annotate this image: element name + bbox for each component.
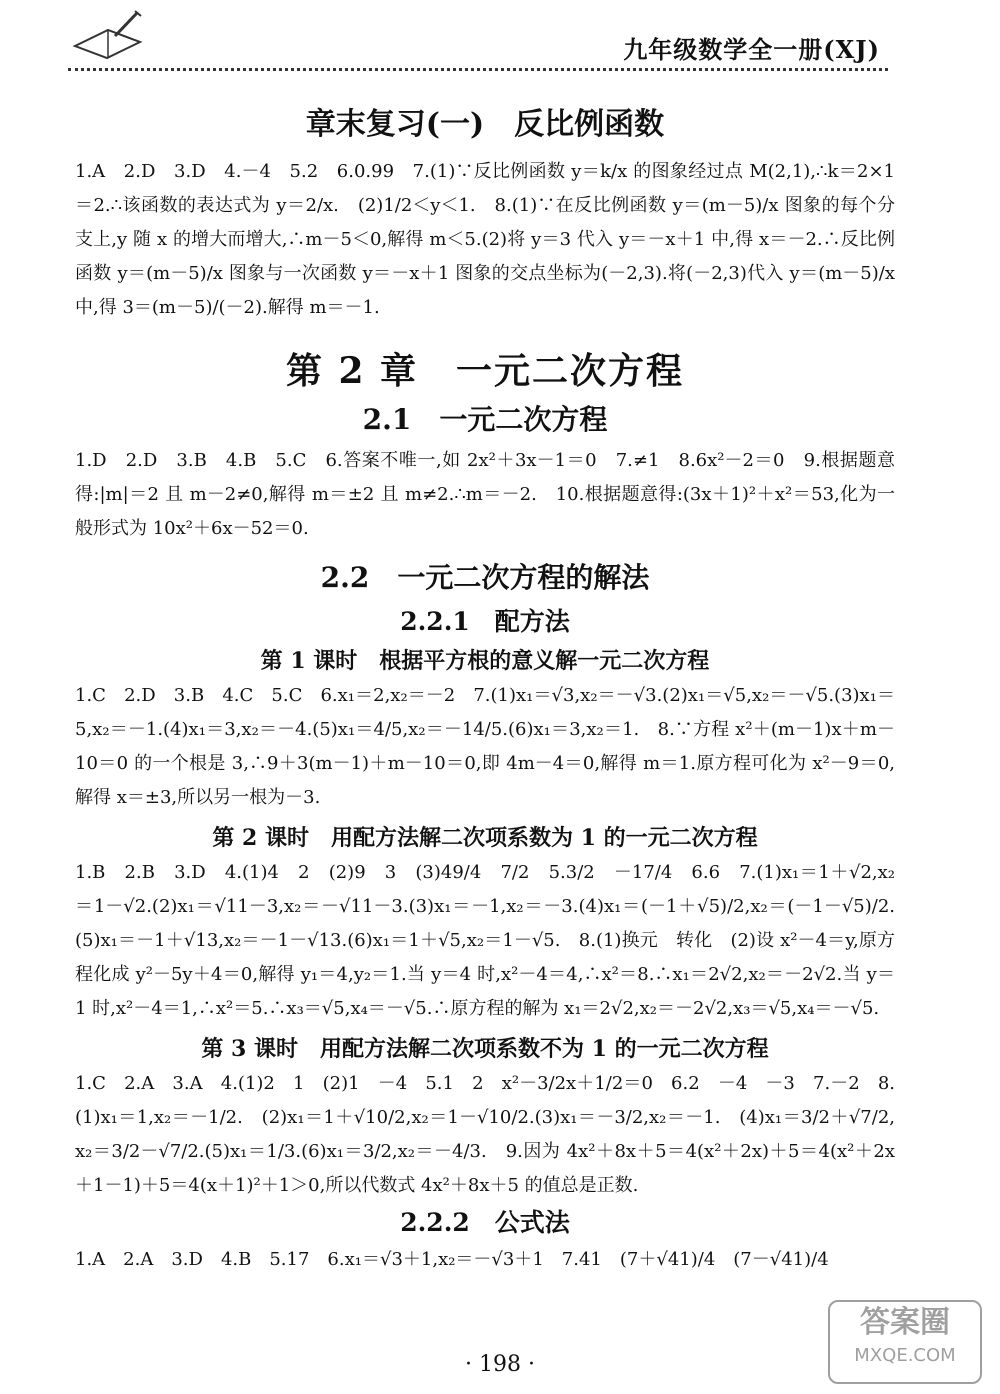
lesson-answers-1: 1.C 2.D 3.B 4.C 5.C 6.x₁＝2,x₂＝－2 7.(1)x₁＝√3,x₂＝－√3.(2)x₁＝√5,x₂＝－√5.(3)x₁＝5,x₂＝－1.(4)x₁＝3,x₂＝－4.(5)x₁＝4/5,x₂＝－14/5.(6)x₁＝3,x₂＝1. 8.∵方程 x²＋(m－1)x＋m－10＝0 的一个根是 3,∴9＋3(m－1)＋m－10＝0,即 4m－4＝0,解得 m＝1.原方程可化为 x²－9＝0,解得 x＝±3,所以另一根为－3. [75,685,895,808]
answer-content [75,95,895,1277]
review-answers: 1.A 2.D 3.D 4.－4 5.2 6.0.99 7.(1)∵反比例函数 y＝k/x 的图象经过点 M(2,1),∴k＝2×1＝2.∴该函数的表达式为 y＝2/x. (2)1/2＜y＜1. 8.(1)∵在反比例函数 y＝(m－5)/x 图象的每个分支上,y 随 x 的增大而增大,∴m－5＜0,解得 m＜5.(2)将 y＝3 代入 y＝－x＋1 中,得 x＝－2.∴反比例函数 y＝(m－5)/x 图象与一次函数 y＝－x＋1 图象的交点坐标为(－2,3).将(－2,3)代入 y＝(m－5)/x 中,得 3＝(m－5)/(－2).解得 m＝－1. [75,161,895,318]
watermark-sub-text: MXQE.COM [854,1345,956,1366]
page-header [0,0,1000,80]
lesson-title-1: 第 1 课时 根据平方根的意义解一元二次方程 [260,648,710,674]
section-title-2-1: 2.1 一元二次方程 [362,403,608,436]
section-answers-2-1: 1.D 2.D 3.B 4.B 5.C 6.答案不唯一,如 2x²＋3x－1＝0 7.≠1 8.6x²－2＝0 9.根据题意得:|m|＝2 且 m－2≠0,解得 m＝±2 且 m≠2.∴m＝－2. 10.根据题意得:(3x＋1)²＋x²＝53,化为一般形式为 10x²＋6x－52＝0. [75,450,895,539]
lesson-title-2: 第 2 课时 用配方法解二次项系数为 1 的一元二次方程 [212,825,758,851]
header-divider [68,68,888,71]
book-pen-icon [70,8,150,63]
watermark-main-text: 答案圈 [860,1305,950,1340]
watermark-logo [828,1300,982,1384]
lesson-answers-3: 1.C 2.A 3.A 4.(1)2 1 (2)1 －4 5.1 2 x²－3/2x＋1/2＝0 6.2 －4 －3 7.－2 8.(1)x₁＝1,x₂＝－1/2. (2)x₁＝1＋√10/2,x₂＝1－√10/2.(3)x₁＝－3/2,x₂＝－1. (4)x₁＝3/2＋√7/2,x₂＝3/2－√7/2.(5)x₁＝1/3.(6)x₁＝3/2,x₂＝－4/3. 9.因为 4x²＋8x＋5＝4(x²＋2x)＋5＝4(x²＋2x＋1－1)＋5＝4(x＋1)²＋1＞0,所以代数式 4x²＋8x＋5 的值总是正数. [75,1073,895,1196]
lesson-answers-2: 1.B 2.B 3.D 4.(1)4 2 (2)9 3 (3)49/4 7/2 5.3/2 －17/4 6.6 7.(1)x₁＝1＋√2,x₂＝1－√2.(2)x₁＝√11－3,x₂＝－√11－3.(3)x₁＝－1,x₂＝－3.(4)x₁＝(－1＋√5)/2,x₂＝(－1－√5)/2.(5)x₁＝－1＋√13,x₂＝－1－√13.(6)x₁＝1＋√5,x₂＝1－√5. 8.(1)换元 转化 (2)设 x²－4＝y,原方程化成 y²－5y＋4＝0,解得 y₁＝4,y₂＝1.当 y＝4 时,x²－4＝4,∴x²＝8.∴x₁＝2√2,x₂＝－2√2.当 y＝1 时,x²－4＝1,∴x²＝5.∴x₃＝√5,x₄＝－√5.∴原方程的解为 x₁＝2√2,x₂＝－2√2,x₃＝√5,x₄＝－√5. [75,862,895,1019]
review-title: 章末复习(一) 反比例函数 [305,107,665,142]
section-title-2-2: 2.2 一元二次方程的解法 [320,561,650,594]
page-number: · 198 · [465,1352,535,1377]
book-title: 九年级数学全一册(XJ) [623,35,880,64]
subsection-answers-2-2-2: 1.A 2.A 3.D 4.B 5.17 6.x₁＝√3＋1,x₂＝－√3＋1 7.41 (7＋√41)/4 (7－√41)/4 [75,1249,829,1270]
subsection-title-2-2-1: 2.2.1 配方法 [400,607,570,636]
chapter-title: 第 2 章 一元二次方程 [285,350,685,392]
subsection-title-2-2-2: 2.2.2 公式法 [400,1208,570,1237]
lesson-title-3: 第 3 课时 用配方法解二次项系数不为 1 的一元二次方程 [201,1036,769,1062]
